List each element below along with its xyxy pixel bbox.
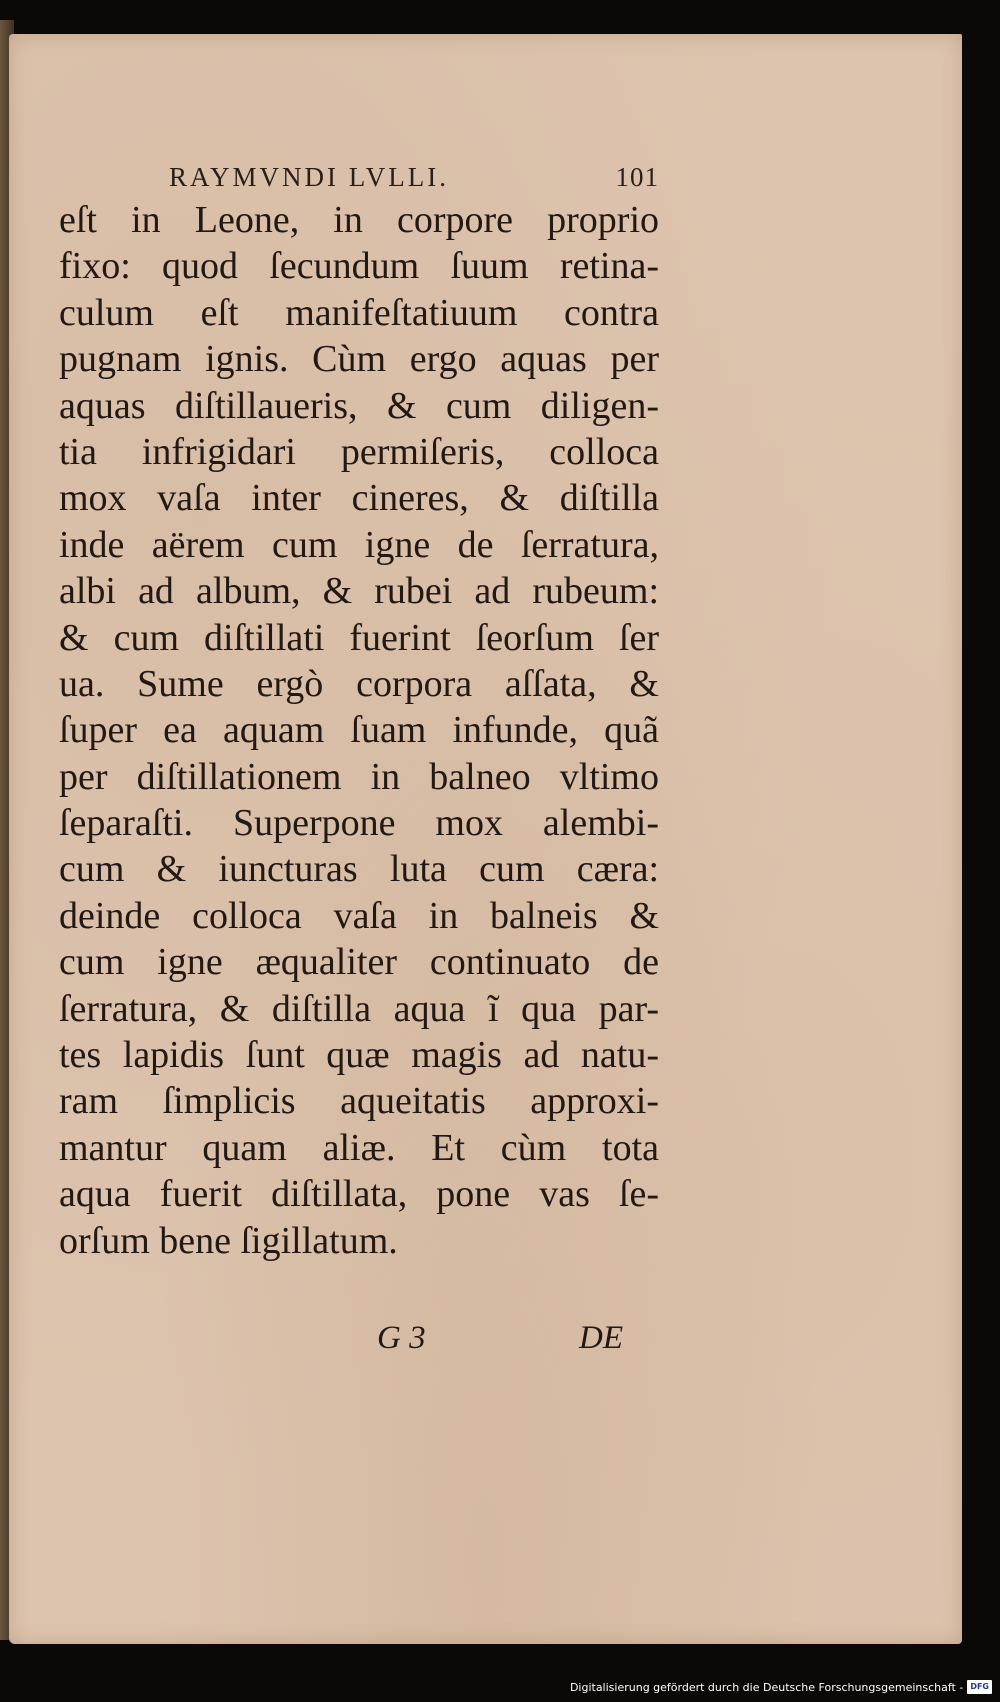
catchword: DE	[579, 1320, 623, 1356]
text-line: per diſtillationem in balneo vltimo	[59, 755, 659, 798]
text-line: ua. Sume ergò corpora aſſata, &	[59, 662, 659, 705]
text-line: tes lapidis ſunt quæ magis ad natu-	[59, 1034, 659, 1077]
running-head	[169, 162, 659, 192]
text-line: orſum bene ſigillatum.	[59, 1219, 398, 1262]
text-line: aqua fuerit diſtillata, pone vas ſe-	[59, 1173, 659, 1216]
text-line: aquas diſtillaueris, & cum diligen-	[59, 384, 659, 427]
text-line: ram ſimplicis aqueitatis approxi-	[59, 1080, 659, 1123]
dfg-logo-icon: DFG	[967, 1680, 992, 1694]
text-line: cum igne æqualiter continuato de	[59, 941, 659, 984]
book-page	[9, 34, 962, 1644]
page-number: 101	[615, 162, 659, 192]
text-line: albi ad album, & rubei ad rubeum:	[59, 570, 659, 613]
text-line: eſt in Leone, in corpore proprio	[59, 199, 659, 241]
text-line: mantur quam aliæ. Et cùm tota	[59, 1126, 659, 1169]
signature-mark: G 3	[377, 1320, 426, 1356]
text-line: & cum diſtillati fuerint ſeorſum ſer	[59, 616, 659, 659]
text-line: tia infrigidari permiſeris, colloca	[59, 430, 659, 473]
text-line: culum eſt manifeſtatiuum contra	[59, 291, 659, 334]
text-line: deinde colloca vaſa in balneis &	[59, 894, 659, 937]
running-head-title: RAYMVNDI LVLLI.	[169, 162, 450, 192]
text-line: ſeparaſti. Superpone mox alembi-	[59, 802, 659, 845]
digitization-credit	[570, 1675, 992, 1699]
text-line: inde aërem cum igne de ſerratura,	[59, 523, 659, 566]
text-line: ſuper ea aquam ſuam infunde, quã	[59, 709, 659, 752]
text-line: fixo: quod ſecundum ſuum retina-	[59, 245, 659, 288]
text-line: ſerratura, & diſtilla aqua ĩ qua par-	[59, 987, 659, 1030]
text-line: cum & iuncturas luta cum cæra:	[59, 848, 659, 891]
text-body	[59, 197, 659, 1264]
text-line: mox vaſa inter cineres, & diſtilla	[59, 477, 659, 520]
credit-text: Digitalisierung gefördert durch die Deutsche Forschungsgemeinschaft -	[569, 1680, 964, 1694]
text-line: pugnam ignis. Cùm ergo aquas per	[59, 338, 659, 381]
